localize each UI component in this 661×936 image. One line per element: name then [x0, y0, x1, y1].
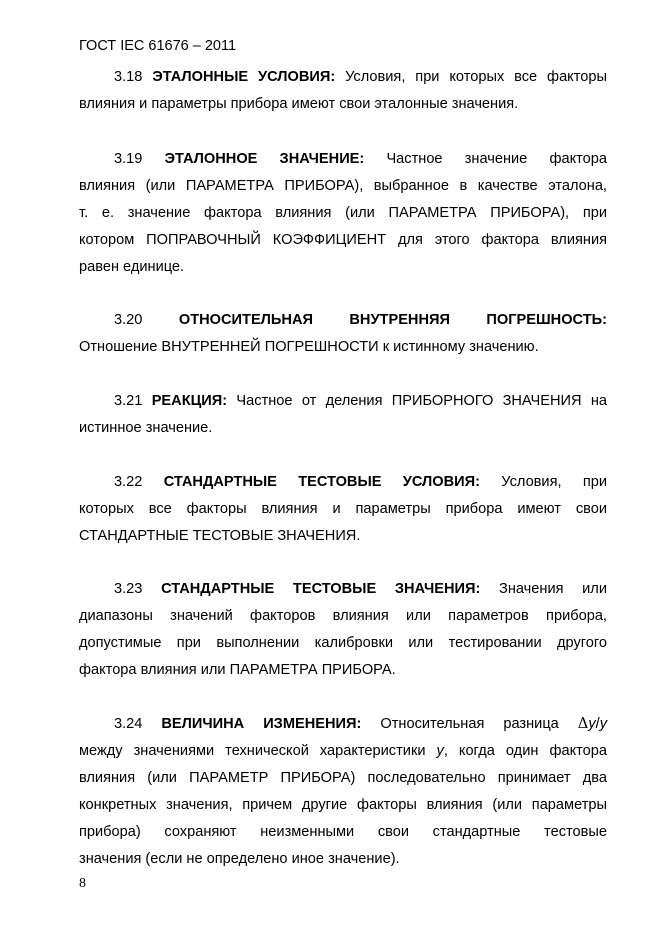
delta-symbol: Δ — [577, 715, 589, 732]
definition-number: 3.18 — [114, 69, 143, 85]
definition-line: допустимые при выполнении калибровки или тестировании другого — [79, 635, 607, 651]
page-number: 8 — [79, 876, 86, 891]
formula-delta-y-over-y — [578, 716, 607, 732]
definition-term: РЕАКЦИЯ: — [151, 393, 228, 409]
definition-line: равен единице. — [79, 259, 185, 275]
document-header: ГОСТ IEC 61676 – 2011 — [79, 38, 237, 54]
definition-first-line — [79, 469, 607, 496]
definition-first-line — [79, 388, 607, 415]
definition-term: ВЕЛИЧИНА ИЗМЕНЕНИЯ: — [161, 716, 362, 732]
definition-3-19 — [79, 146, 607, 281]
definition-3-20 — [79, 307, 607, 361]
definition-term: СТАНДАРТНЫЕ ТЕСТОВЫЕ УСЛОВИЯ: — [163, 474, 480, 490]
definition-line: т. е. значение фактора влияния (или ПАРАМЕТРА ПРИБОРА), при — [79, 205, 607, 221]
definition-3-22 — [79, 469, 607, 550]
definition-term: СТАНДАРТНЫЕ ТЕСТОВЫЕ ЗНАЧЕНИЯ: — [161, 581, 481, 597]
definition-text: Относительная разница — [380, 716, 559, 732]
definition-number: 3.20 — [114, 312, 143, 328]
definition-line: истинное значение. — [79, 420, 213, 436]
definition-line: влияния (или ПАРАМЕТРА ПРИБОРА), выбранное в качестве эталона, — [79, 178, 607, 194]
definition-number: 3.23 — [114, 581, 143, 597]
definition-3-24 — [79, 710, 607, 873]
definition-line — [79, 738, 607, 765]
definition-term: ЭТАЛОННОЕ ЗНАЧЕНИЕ: — [164, 151, 365, 167]
definition-text: Частное от деления ПРИБОРНОГО ЗНАЧЕНИЯ на — [236, 393, 608, 409]
formula-variable: y — [599, 716, 607, 732]
definition-line: влияния (или ПАРАМЕТР ПРИБОРА) последовательно принимает два — [79, 770, 607, 786]
definition-line: фактора влияния или ПАРАМЕТРА ПРИБОРА. — [79, 662, 396, 678]
definition-3-21 — [79, 388, 607, 442]
definition-first-line — [79, 576, 607, 603]
definition-text: Условия, при которых все факторы — [345, 69, 607, 85]
formula-variable: y — [436, 743, 444, 759]
definition-text: Условия, при — [501, 474, 608, 490]
definition-number: 3.19 — [114, 151, 143, 167]
formula-slash: / — [595, 716, 600, 732]
definition-text: Частное значение фактора — [386, 151, 607, 167]
definition-line: котором ПОПРАВОЧНЫЙ КОЭФФИЦИЕНТ для этого фактора влияния — [79, 232, 607, 248]
definition-line: СТАНДАРТНЫЕ ТЕСТОВЫЕ ЗНАЧЕНИЯ. — [79, 528, 361, 544]
definition-line: прибора) сохраняют неизменными свои стандартные тестовые — [79, 824, 607, 840]
definition-text: между значениями технической характеристики — [79, 743, 426, 759]
definition-number: 3.22 — [114, 474, 143, 490]
definition-line: диапазоны значений факторов влияния или параметров прибора, — [79, 608, 607, 624]
definition-number: 3.21 — [114, 393, 143, 409]
definition-first-line — [79, 146, 607, 173]
definition-text: , когда один фактора — [443, 743, 607, 759]
definition-first-line — [79, 64, 607, 91]
definition-3-18 — [79, 64, 607, 118]
definition-line: конкретных значения, причем другие факторы влияния (или параметры — [79, 797, 607, 813]
definition-text: Значения или — [499, 581, 607, 597]
definition-line: Отношение ВНУТРЕННЕЙ ПОГРЕШНОСТИ к истинному значению. — [79, 339, 539, 355]
formula-variable: y — [588, 716, 596, 732]
definition-3-23 — [79, 576, 607, 684]
definition-term: ОТНОСИТЕЛЬНАЯ ВНУТРЕННЯЯ ПОГРЕШНОСТЬ: — [178, 312, 607, 328]
definition-first-line — [79, 307, 607, 334]
definition-term: ЭТАЛОННЫЕ УСЛОВИЯ: — [152, 69, 336, 85]
definition-line: значения (если не определено иное значение). — [79, 851, 400, 867]
definition-first-line — [79, 710, 607, 738]
definition-number: 3.24 — [114, 716, 143, 732]
definition-line: которых все факторы влияния и параметры прибора имеют свои — [79, 501, 607, 517]
definition-line: влияния и параметры прибора имеют свои эталонные значения. — [79, 96, 519, 112]
